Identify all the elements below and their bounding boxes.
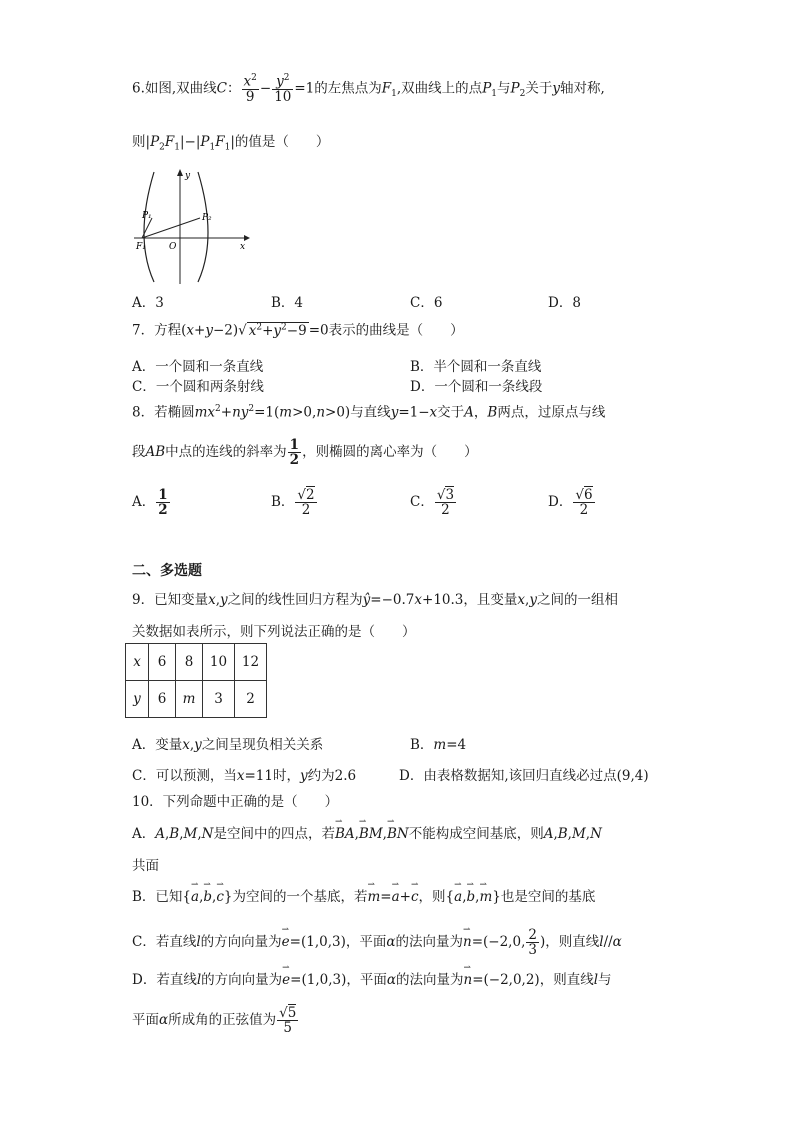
q10-option-a-line2: 共面 [132, 858, 159, 874]
q10-option-a: A．A,B,M,N是空间中的四点，若⇀ BA,⇀ BM,⇀ BN不能构成空间基底，则A,B,M,N [132, 826, 602, 842]
q8-prefix: 8．若椭圆 [132, 404, 195, 421]
q9-data-table [125, 643, 267, 718]
q6-axis: y [552, 80, 560, 97]
q9-mid2: ，且变量 [463, 592, 518, 608]
q6-and: 与 [497, 80, 511, 97]
table-row: x 6 8 10 12 [126, 644, 267, 681]
q6-eq-tail: =1的左焦点为 [294, 80, 382, 97]
q9-option-c: C．可以预测，当x=11时，y约为2.6 [132, 768, 357, 784]
q8-option-b: B． $\frac{√2}{2}$ [271, 487, 315, 519]
q6-line2-a: 则 [132, 134, 146, 150]
q10-option-d-line2: 平面α所成角的正弦值为 $\frac{√5}{5}$ [132, 1005, 297, 1037]
q8-line2-a: 段 [132, 444, 146, 461]
q7-prefix: 7．方程 [132, 322, 182, 339]
q10-option-b: B．已知{⇀ a,⇀ b,⇀ c}为空间的一个基底，若⇀ m=⇀ a+⇀ c，则{⇀ a,⇀ b,⇀ m}也是空间的基底 [132, 889, 595, 905]
fig-x-label: x [240, 242, 246, 252]
table-row: y 6 m 3 2 [126, 681, 267, 718]
q8-line2-b: 中点的连线的斜率为 [165, 444, 287, 461]
q8-option-d: D． $\frac{√6}{2}$ [548, 487, 593, 519]
q6-frac-y: $\frac{y^2}{10}$ [274, 73, 292, 105]
q6-frac-x: $\frac{x^2}{9}$ [243, 73, 257, 105]
q8-line1: 8．若椭圆$mx^2+ny^2=1(m>0,n>0)$与直线y=1−x交于A，B两点，过原点与线 [132, 404, 606, 421]
q7-stem: 7．方程(x+y−2)√ $x^2+y^2-9 =0$表示的曲线是（ ） [132, 322, 464, 339]
q6-line1: 6.如图,双曲线C： $\frac{x^2}{9}$ − $\frac{y^2}{10}$ =1的左焦点为$F_1$,双曲线上的点$P_1$与$P_2$关于y轴对称, [132, 73, 605, 105]
q9-prefix: 9．已知变量 [132, 592, 209, 608]
section-title-multiple-choice: 二、多选题 [132, 563, 202, 579]
q6-hyperbola-figure [132, 166, 252, 288]
q6-tail: 关于 [525, 80, 553, 97]
q6-option-a: A．3 [132, 295, 164, 311]
q7-option-a: A．一个圆和一条直线 [132, 359, 264, 375]
q6-option-c: C．6 [410, 295, 443, 311]
fig-o-label: O [169, 242, 177, 252]
fig-f1-label: F₁ [136, 242, 146, 252]
q10-option-c: C．若直线l的方向向量为⇀ e=(1,0,3)，平面α的法向量为⇀ n=(−2,0, $\frac{2}{3}$ )，则直线l//α [132, 928, 622, 957]
q8-option-c: C． $\frac{√3}{2}$ [410, 487, 455, 519]
q8-option-a: A． $\frac{1}{2}$ [132, 487, 168, 519]
q6-tail2: 轴对称, [559, 80, 605, 97]
q6-option-d: D．8 [548, 295, 581, 311]
fig-p1-label: P₁ [142, 211, 152, 221]
q7-tail: 表示的曲线是（ ） [328, 322, 464, 339]
q9-option-a: A．变量x,y之间呈现负相关关系 [132, 737, 324, 753]
q6-prefix: 6.如图,双曲线 [132, 80, 217, 97]
q9-option-b: B．m=4 [410, 737, 467, 753]
q7-option-d: D．一个圆和一条线段 [410, 379, 543, 395]
q8-mid: 与直线 [350, 404, 391, 421]
q6-line2-b: 的值是（ ） [234, 134, 330, 150]
q9-option-d: D．由表格数据知,该回归直线必过点(9,4) [399, 768, 649, 784]
q8-line2-c: ，则椭圆的离心率为（ ） [302, 444, 478, 461]
q7-option-b: B．半个圆和一条直线 [410, 359, 542, 375]
q10-stem: 10．下列命题中正确的是（ ） [132, 794, 339, 810]
q9-line2: 关数据如表所示，则下列说法正确的是（ ） [132, 624, 416, 640]
q8-line2: 段AB中点的连线的斜率为 $\frac{1}{2}$ ，则椭圆的离心率为（ ） [132, 437, 478, 469]
fig-y-label: y [185, 171, 191, 181]
q6-mid: ,双曲线上的点 [396, 80, 483, 97]
q6-option-b: B．4 [271, 295, 304, 311]
q10-option-d: D．若直线l的方向向量为⇀ e=(1,0,3)，平面α的法向量为⇀ n=(−2,0,2)，则直线l与 [132, 972, 612, 988]
q9-mid3: 之间的一组相 [536, 592, 618, 608]
fig-p2-label: P₂ [202, 213, 212, 223]
q7-sqrt: √ $x^2+y^2-9$ [238, 322, 307, 339]
q6-curve: C [216, 80, 228, 97]
q6-line2: 则$|P_2F_1|-|P_1F_1|$的值是（ ） [132, 134, 330, 153]
q7-option-c: C．一个圆和两条射线 [132, 379, 264, 395]
q8-mid3: 两点，过原点与线 [497, 404, 606, 421]
q9-line1: 9．已知变量x,y之间的线性回归方程为ŷ=−0.7x+10.3，且变量x,y之间的一组相 [132, 592, 618, 608]
q8-mid2: 交于 [437, 404, 465, 421]
q9-mid: 之间的线性回归方程为 [227, 592, 363, 608]
